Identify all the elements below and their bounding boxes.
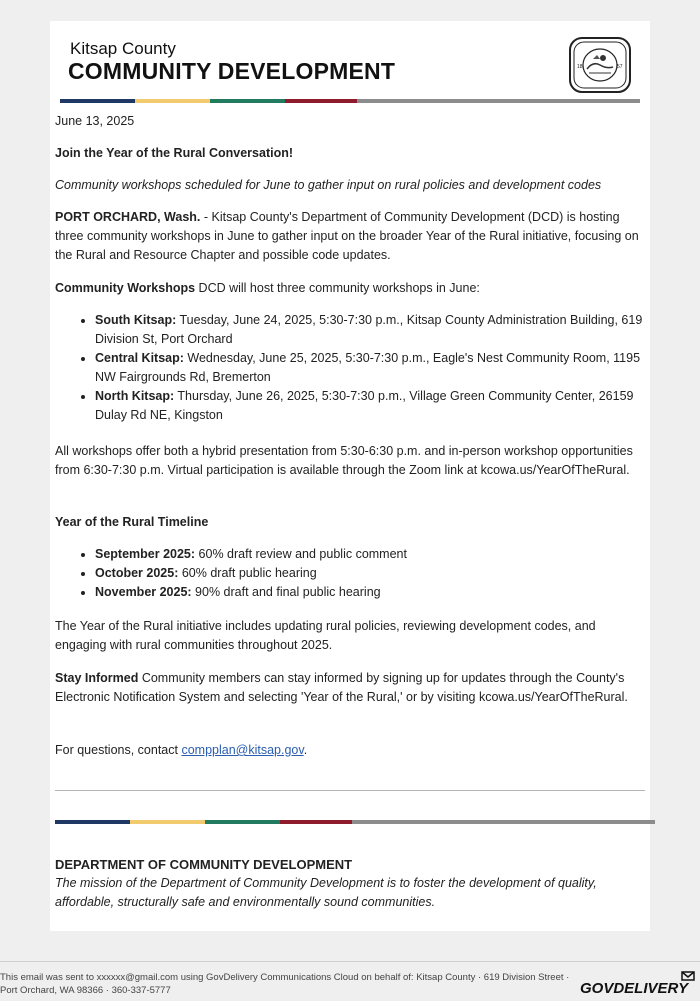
dept-title: DEPARTMENT OF COMMUNITY DEVELOPMENT: [55, 857, 353, 872]
stay-informed-paragraph: Stay Informed Community members can stay informed by signing up for updates through the County's Electronic Notification System and selecting 'Year of the Rural,' or by visiting kcowa.us/YearOfTheRural.: [55, 671, 628, 704]
release-date: June 13, 2025: [55, 114, 135, 128]
stay-informed-label: Stay Informed: [55, 671, 139, 685]
list-item: • October 2025: 60% draft public hearing: [95, 564, 645, 583]
govdelivery-logo-icon[interactable]: [578, 968, 698, 998]
lead-text: - Kitsap County's Department of Community Development (DCD) is hosting three community workshops in June to gather input on the broader Year of the Rural initiative, focusing on the Rural and Resource Chapter and possible code updates.: [55, 210, 639, 262]
timeline-heading: Year of the Rural Timeline: [55, 515, 209, 529]
subheadline: Community workshops scheduled for June to gather input on rural policies and development codes: [55, 178, 602, 192]
brand-color-bar: [60, 99, 640, 103]
list-item: • Central Kitsap: Wednesday, June 25, 2025, 5:30-7:30 p.m., Eagle's Nest Community Room, 1195 NW Fairgrounds Rd, Bremerton: [95, 349, 645, 387]
mission-statement: The mission of the Department of Community Development is to foster the development of quality, affordable, structurally safe and environmentally sound communities.: [55, 876, 597, 909]
svg-text:57: 57: [617, 64, 623, 70]
county-seal-icon: [569, 37, 631, 93]
workshops-label: Community Workshops: [55, 281, 196, 295]
headline: Join the Year of the Rural Conversation!: [55, 146, 294, 160]
workshop-list: [55, 311, 645, 425]
divider: [55, 790, 645, 791]
list-item: • South Kitsap: Tuesday, June 24, 2025, 5:30-7:30 p.m., Kitsap County Administration Building, 619 Division St, Port Orchard: [95, 311, 645, 349]
footer-divider: [0, 961, 700, 962]
initiative-paragraph: The Year of the Rural initiative includes updating rural policies, reviewing development codes, and engaging with rural communities throughout 2025.: [55, 619, 596, 652]
lead-paragraph: [55, 208, 647, 265]
org-name: Kitsap County: [70, 39, 176, 58]
footer-color-bar: [55, 820, 655, 824]
contact-email-link[interactable]: compplan@kitsap.gov: [181, 743, 304, 757]
workshop-format-paragraph: All workshops offer both a hybrid presentation from 5:30-6:30 p.m. and in-person workshop opportunities from 6:30-7:30 p.m. Virtual participation is available through the Zoom link at kcowa.us/YearOfTheRural.: [55, 444, 633, 477]
dateline: PORT ORCHARD, Wash.: [55, 210, 201, 224]
email-footer-text: This email was sent to xxxxxx@gmail.com using GovDelivery Communications Cloud on behalf of: Kitsap County · 619 Division Street · Port Orchard, WA 98366 · 360-337-5777: [0, 972, 570, 996]
svg-text:18: 18: [577, 64, 583, 70]
list-item: • November 2025: 90% draft and final public hearing: [95, 583, 645, 602]
workshops-intro: Community Workshops DCD will host three community workshops in June:: [55, 281, 480, 295]
govdelivery-logo-text: GOVDELIVERY: [580, 980, 689, 997]
list-item: • September 2025: 60% draft review and public comment: [95, 545, 645, 564]
list-item: • North Kitsap: Thursday, June 26, 2025, 5:30-7:30 p.m., Village Green Community Center, 26159 Dulay Rd NE, Kingston: [95, 387, 645, 425]
questions-line: For questions, contact compplan@kitsap.gov.: [55, 743, 308, 757]
email-card: [50, 21, 650, 931]
email-header: [55, 21, 645, 99]
department-name: COMMUNITY DEVELOPMENT: [68, 58, 396, 84]
timeline-list: [55, 545, 645, 602]
